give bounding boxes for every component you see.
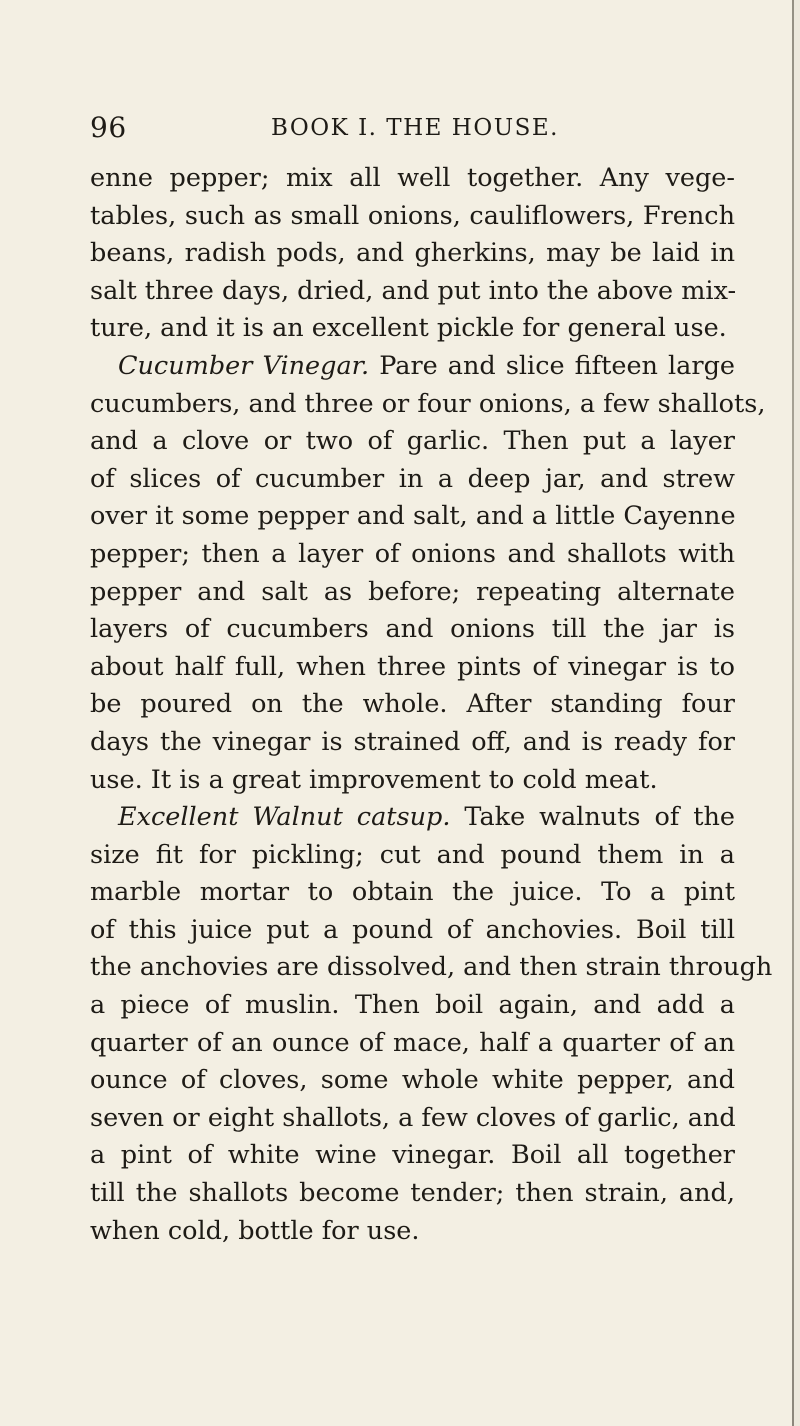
text-line: cucumbers, and three or four onions, a few shallots,: [90, 388, 766, 419]
text-line: marble mortar to obtain the juice. To a pint: [90, 877, 735, 908]
text-line: of this juice put a pound of anchovies. Boil till: [90, 914, 735, 945]
text-line: pepper; then a layer of onions and shallots with: [90, 538, 735, 569]
text-line: Excellent Walnut catsup. Take walnuts of the: [118, 802, 735, 833]
page-edge: [792, 0, 794, 1426]
text-line: of slices of cucumber in a deep jar, and strew: [90, 463, 735, 494]
text-line: till the shallots become tender; then strain, and,: [90, 1178, 735, 1209]
text-line: ture, and it is an excellent pickle for general use.: [90, 313, 727, 344]
text-line: pepper and salt as before; repeating alternate: [90, 576, 735, 607]
text-line: when cold, bottle for use.: [90, 1215, 420, 1246]
text-line: enne pepper; mix all well together. Any vege-: [90, 163, 735, 193]
text-line: over it some pepper and salt, and a little Cayenne: [90, 501, 736, 532]
text-line: size fit for pickling; cut and pound them in a: [90, 839, 735, 870]
text-line: ounce of cloves, some whole white pepper, and: [90, 1065, 735, 1096]
body-text: [90, 160, 773, 1250]
text-line: a pint of white wine vinegar. Boil all together: [90, 1140, 735, 1171]
text-line: about half full, when three pints of vinegar is to: [90, 651, 735, 682]
text-line: tables, such as small onions, cauliflowers, French: [90, 200, 735, 231]
text-line: salt three days, dried, and put into the above mix-: [90, 275, 737, 306]
page-header: [90, 108, 720, 148]
text-line: days the vinegar is strained off, and is ready for: [90, 726, 735, 757]
running-head: BOOK I. THE HOUSE.: [271, 115, 559, 141]
text-line: quarter of an ounce of mace, half a quarter of an: [90, 1027, 735, 1058]
text-line: the anchovies are dissolved, and then strain through: [90, 952, 773, 983]
text-line: layers of cucumbers and onions till the jar is: [90, 614, 735, 645]
page-margin: [794, 0, 800, 1426]
recipe-heading-cucumber-vinegar: Cucumber Vinegar.: [118, 350, 370, 381]
recipe-heading-walnut-catsup: Excellent Walnut catsup.: [118, 802, 451, 833]
text-line: Cucumber Vinegar. Pare and slice fifteen large: [118, 350, 735, 381]
text-line: be poured on the whole. After standing four: [90, 689, 735, 720]
text-line: beans, radish pods, and gherkins, may be laid in: [90, 238, 735, 269]
text-line: use. It is a great improvement to cold meat.: [90, 764, 658, 795]
text-line: and a clove or two of garlic. Then put a layer: [90, 426, 735, 457]
text-line: a piece of muslin. Then boil again, and add a: [90, 990, 735, 1021]
page-number: 96: [90, 111, 127, 144]
text-line: seven or eight shallots, a few cloves of garlic, and: [90, 1102, 736, 1133]
